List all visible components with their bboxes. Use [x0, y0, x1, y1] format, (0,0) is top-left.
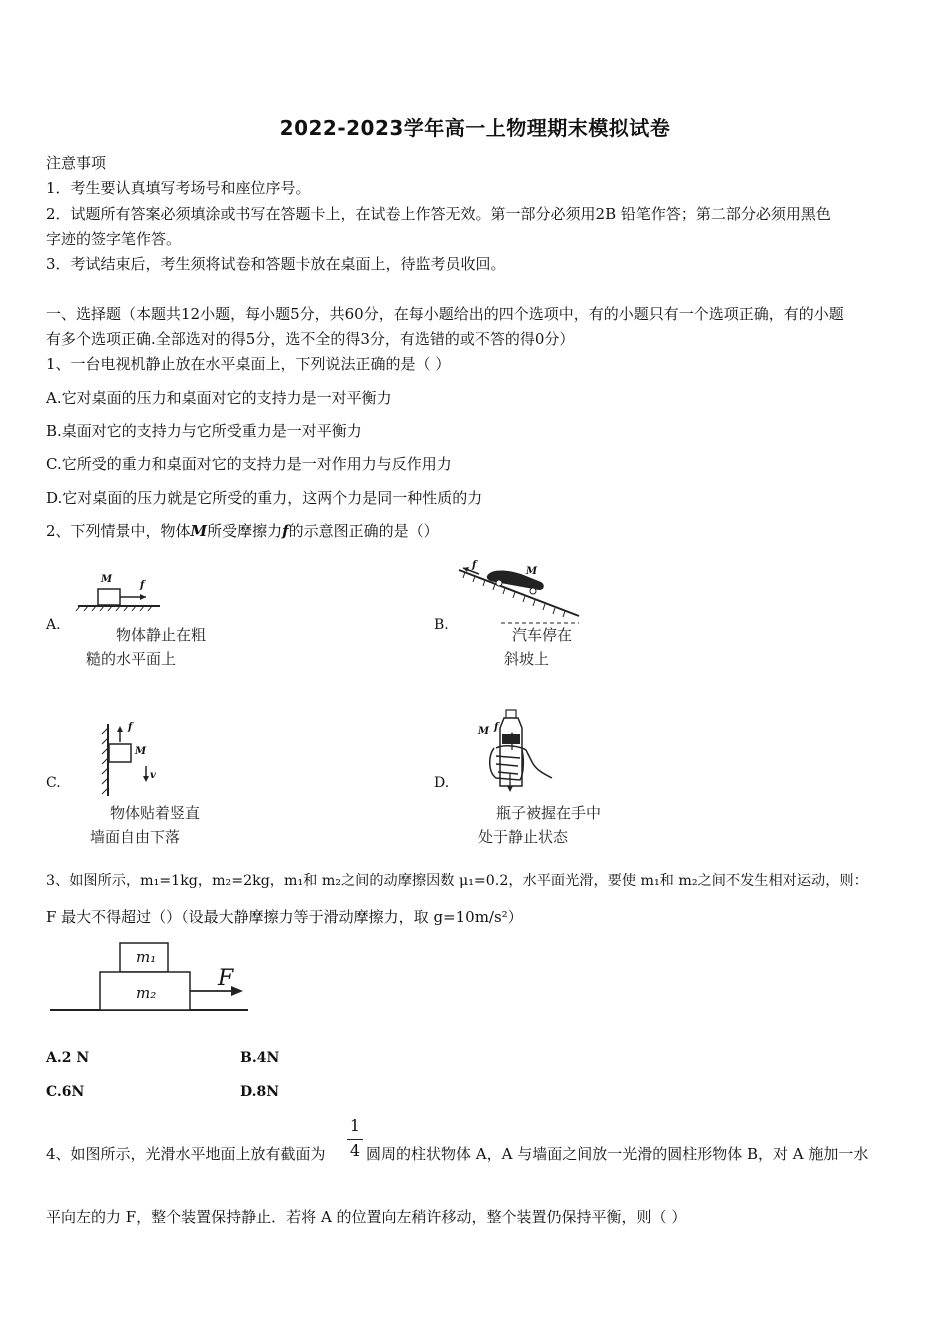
q2-option-b-label: B. [434, 617, 449, 633]
q4-stem-line-2: 平向左的力 F，整个装置保持静止．若将 A 的位置向左稍许移动，整个装置仍保持平衡，则（ ） [46, 1208, 687, 1226]
q2-option-a-label: A. [46, 617, 61, 633]
q2-option-c-label: C. [46, 775, 61, 791]
q2-figure-d [474, 708, 554, 798]
q2-d-force-label: f [494, 722, 499, 733]
q2-c-force-label: f [128, 722, 133, 733]
q3-option-c: C.6N [46, 1084, 85, 1100]
q2-a-caption-2: 糙的水平面上 [86, 650, 177, 668]
q2-a-mass-label: M [101, 574, 113, 585]
q3-force-label: F [218, 966, 234, 991]
section-1-intro: 一、选择题（本题共12小题，每小题5分，共60分，在每小题给出的四个选项中，有的小题只有一个选项正确，有的小题 [46, 305, 844, 323]
q1-option-a: A.它对桌面的压力和桌面对它的支持力是一对平衡力 [46, 389, 392, 407]
q2-a-force-label: f [140, 580, 145, 591]
q3-option-d: D.8N [240, 1084, 280, 1100]
notice-item-2-cont: 字迹的签字笔作答。 [46, 230, 182, 248]
q4-fraction-denominator: 4 [349, 1141, 361, 1160]
q3-option-a: A.2 N [46, 1050, 90, 1066]
section-1-intro-cont: 有多个选项正确.全部选对的得5分，选不全的得3分，有选错的或不答的得0分） [46, 330, 575, 348]
q2-c-caption-1: 物体贴着竖直 [110, 804, 201, 822]
q2-c-caption-2: 墙面自由下落 [90, 828, 181, 846]
q4-stem-line-1-pre: 4、如图所示，光滑水平地面上放有截面为 [46, 1145, 326, 1163]
q1-option-b: B.桌面对它的支持力与它所受重力是一对平衡力 [46, 422, 362, 440]
q1-option-c: C.它所受的重力和桌面对它的支持力是一对作用力与反作用力 [46, 455, 452, 473]
q2-b-mass-label: M [526, 566, 538, 577]
q3-option-b: B.4N [240, 1050, 280, 1066]
q2-c-velocity-label: v [150, 770, 156, 781]
q2-figure-a [76, 575, 166, 615]
notice-item-2: 2．试题所有答案必须填涂或书写在答题卡上，在试卷上作答无效。第一部分必须用2B 铅笔作答；第二部分必须用黑色 [46, 205, 831, 223]
q2-d-mass-label: M [478, 726, 490, 737]
q2-b-caption-1: 汽车停在 [512, 626, 573, 644]
notice-item-3: 3．考试结束后，考生须将试卷和答题卡放在桌面上，待监考员收回。 [46, 255, 506, 273]
q2-option-d-label: D. [434, 775, 450, 791]
q4-fraction-numerator: 1 [349, 1116, 361, 1135]
q1-option-d: D.它对桌面的压力就是它所受的重力，这两个力是同一种性质的力 [46, 489, 483, 507]
q2-a-caption-1: 物体静止在粗 [116, 626, 207, 644]
q4-stem-line-1-post: 圆周的柱状物体 A，A 与墙面之间放一光滑的圆柱形物体 B，对 A 施加一水 [366, 1145, 869, 1163]
q3-block-m1-label: m₁ [136, 948, 157, 966]
q2-d-caption-1: 瓶子被握在手中 [496, 804, 602, 822]
q1-stem: 1、一台电视机静止放在水平桌面上，下列说法正确的是（ ） [46, 355, 451, 373]
q2-d-caption-2: 处于静止状态 [478, 828, 569, 846]
q2-b-caption-2: 斜坡上 [504, 650, 550, 668]
notice-heading: 注意事项 [46, 154, 107, 172]
q2-stem: 2、下列情景中，物体M所受摩擦力f的示意图正确的是（） [46, 522, 439, 540]
q3-block-m2-label: m₂ [136, 984, 157, 1002]
q4-fraction-bar [347, 1139, 363, 1140]
q2-b-force-label: f [472, 560, 477, 571]
q2-c-mass-label: M [135, 746, 147, 757]
page-title: 2022-2023学年高一上物理期末模拟试卷 [279, 116, 671, 140]
notice-item-1: 1．考生要认真填写考场号和座位序号。 [46, 179, 311, 197]
q2-figure-c [96, 722, 166, 798]
q3-stem-line-2: F 最大不得超过（）（设最大静摩擦力等于滑动摩擦力，取 g=10m/s²） [46, 908, 523, 926]
q3-stem-line-1: 3、如图所示，m₁=1kg，m₂=2kg，m₁和 m₂之间的动摩擦因数 μ₁=0.2，水平面光滑，要使 m₁和 m₂之间不发生相对运动，则： [46, 873, 868, 889]
